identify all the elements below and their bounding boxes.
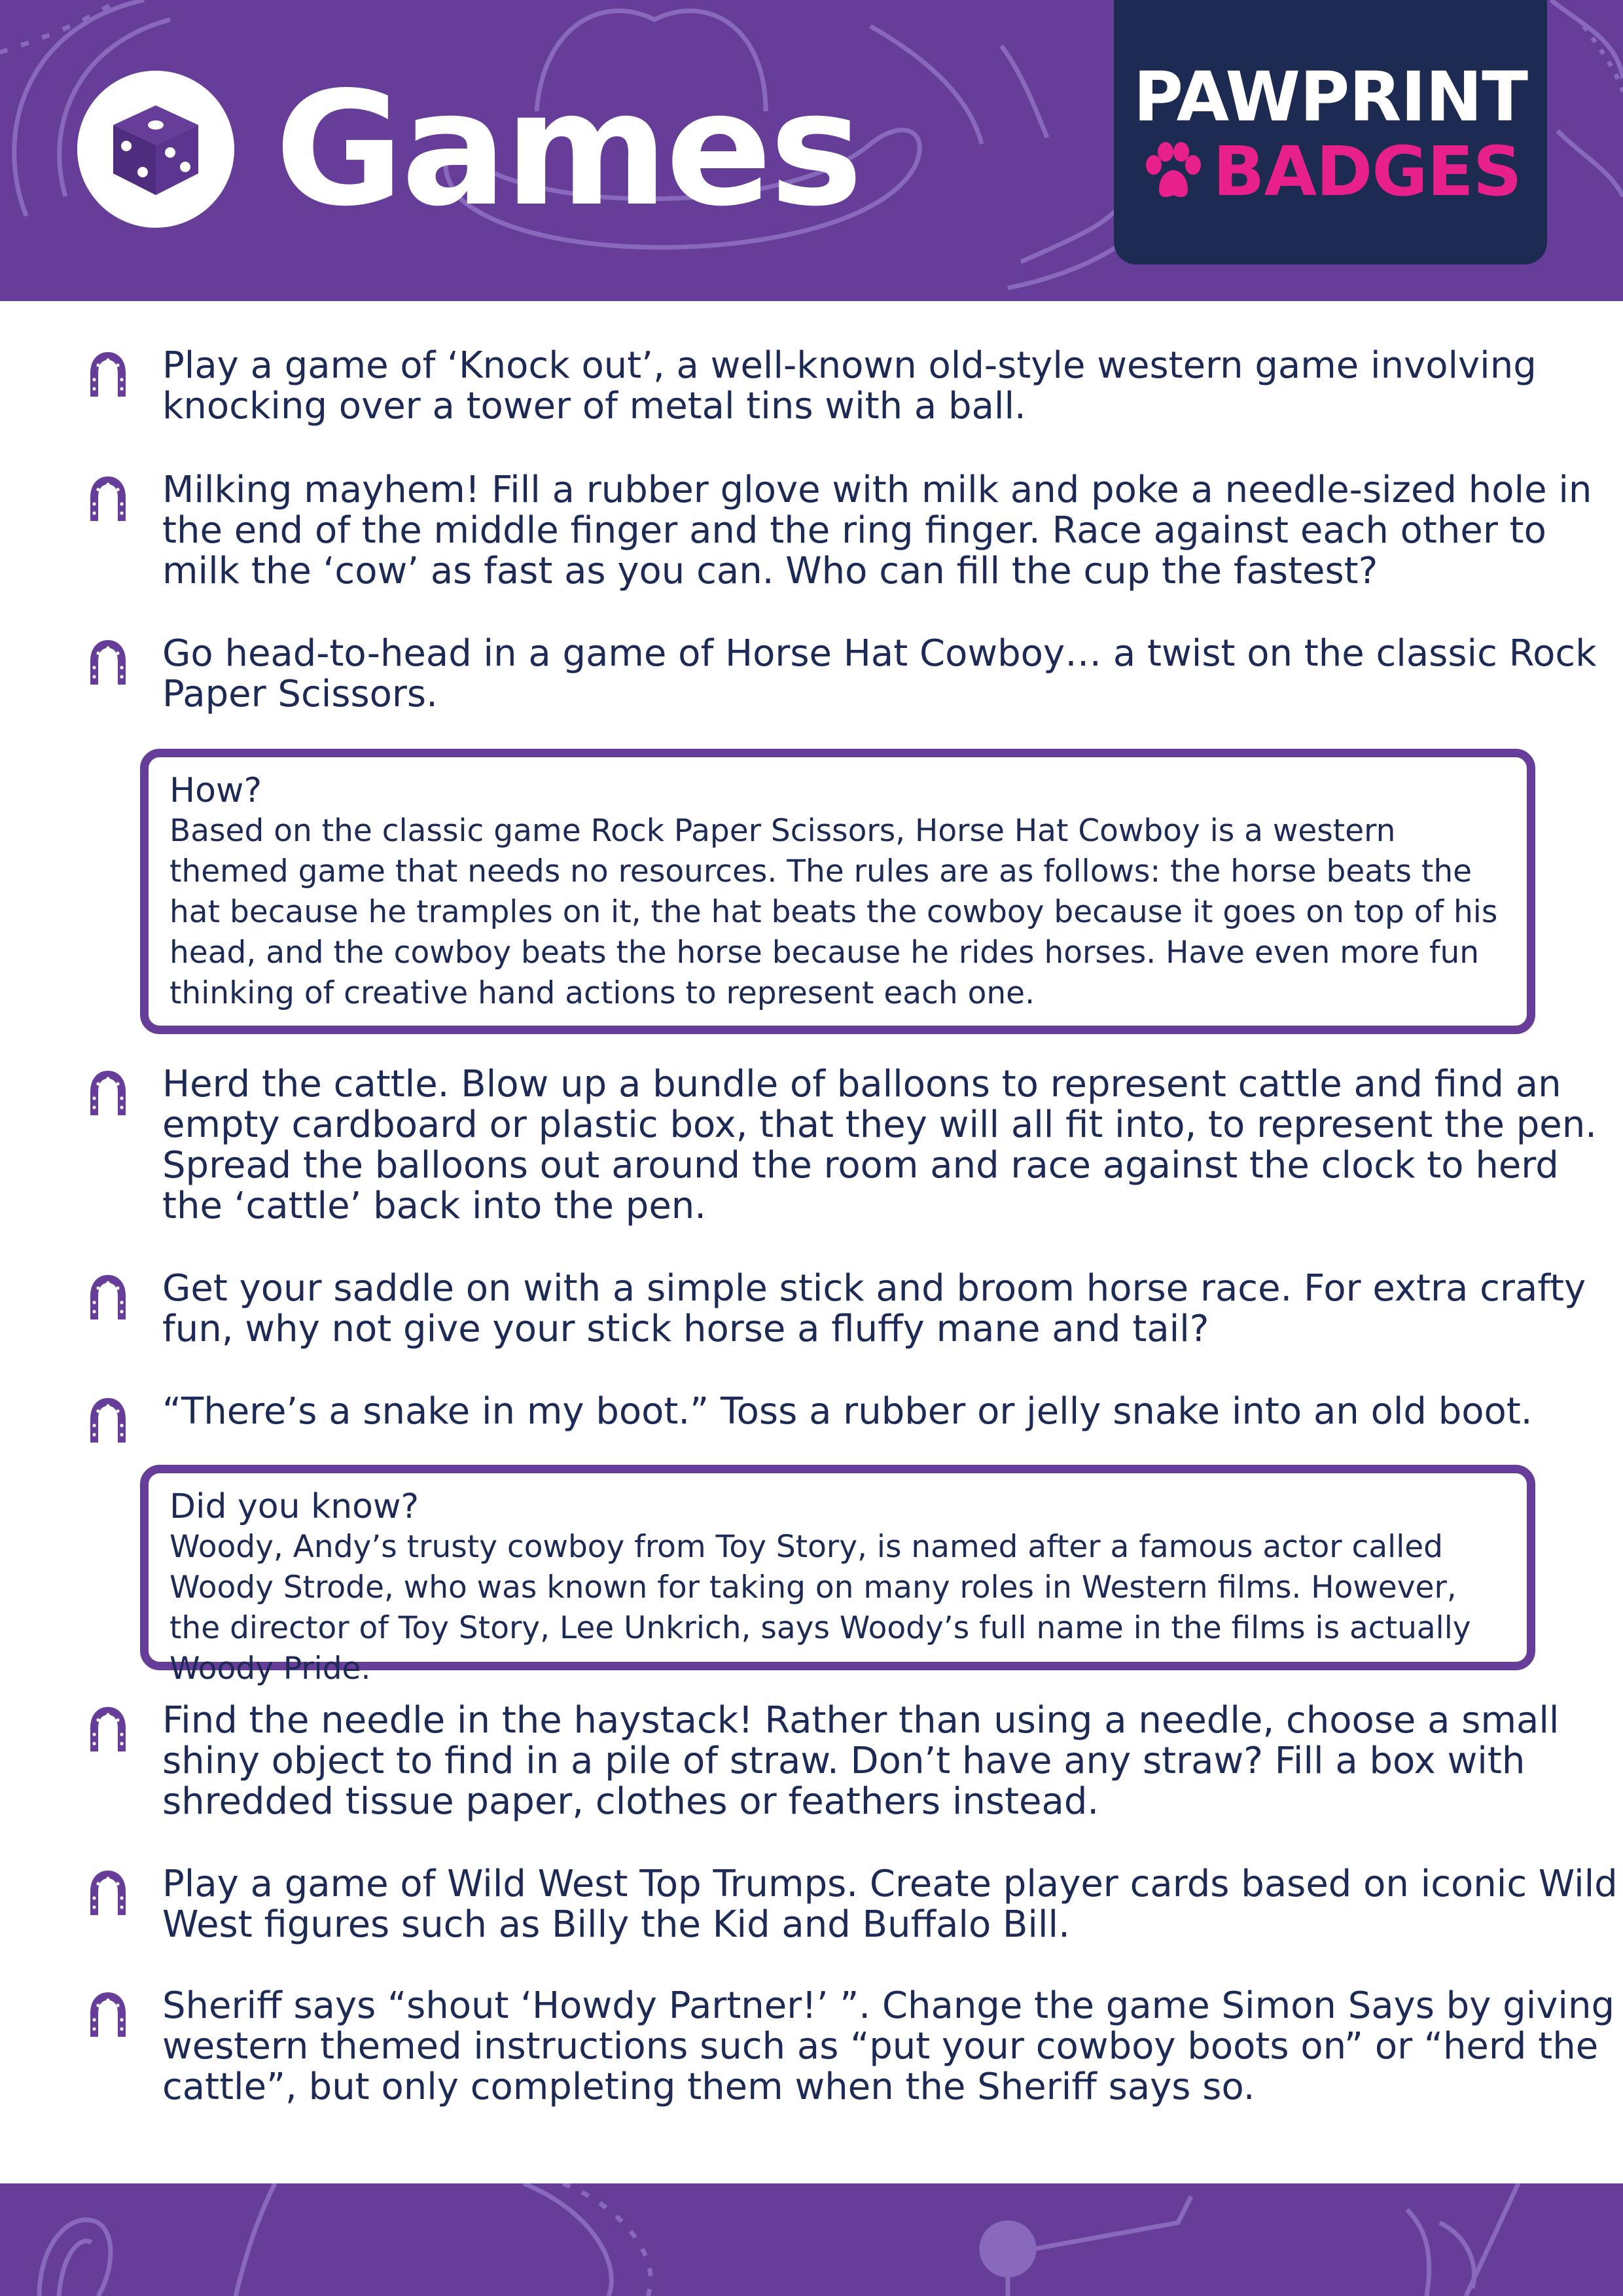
horseshoe-icon bbox=[85, 475, 131, 525]
brand-name-line1: PAWPRINT bbox=[1133, 57, 1528, 137]
list-item-text: Sheriff says “shout ‘Howdy Partner!’ ”. Change the game Simon Says by giving western themed instructions such as “put your cowboy boots on” or “herd the cattle”, but only completing them when the Sheriff says so. bbox=[162, 1984, 1614, 2108]
info-box-title: Did you know? bbox=[169, 1487, 419, 1526]
brand-logo bbox=[1114, 0, 1547, 264]
footer-background-pattern bbox=[0, 2183, 1623, 2296]
horseshoe-icon bbox=[85, 1991, 131, 2041]
brand-name-line2: BADGES bbox=[1213, 132, 1522, 211]
horseshoe-icon bbox=[85, 639, 131, 689]
list-item-text: Milking mayhem! Fill a rubber glove with milk and poke a needle-sized hole in the end of the middle finger and the ring finger. Race against each other to milk the ‘cow’ as fast as you can. Who can fill the cup the fastest? bbox=[162, 469, 1592, 592]
page-header bbox=[0, 0, 1623, 301]
page-title: Games bbox=[275, 58, 861, 241]
paw-icon bbox=[1139, 139, 1205, 204]
list-item-text: Herd the cattle. Blow up a bundle of balloons to represent cattle and find an empty cardboard or plastic box, that they will all fit into, to represent the pen. Spread the balloons out around the room and race against the clock to herd the ‘cattle’ back into the pen. bbox=[162, 1063, 1597, 1227]
info-box-title: How? bbox=[169, 771, 262, 810]
info-box-body: Based on the classic game Rock Paper Scissors, Horse Hat Cowboy is a western themed game that needs no resources. The rules are as follows: the horse beats the hat because he tramples on it, the hat beats the cowboy because it goes on top of his head, and the cowboy beats the horse because he rides horses. Have even more fun thinking of creative hand actions to represent each one. bbox=[169, 813, 1498, 1011]
list-item-text: “There’s a snake in my boot.” Toss a rubber or jelly snake into an old boot. bbox=[162, 1390, 1533, 1433]
list-item-text: Go head-to-head in a game of Horse Hat Cowboy… a twist on the classic Rock Paper Scissors. bbox=[162, 632, 1597, 715]
horseshoe-icon bbox=[85, 1869, 131, 1919]
page-footer bbox=[0, 2183, 1623, 2296]
list-item-text: Find the needle in the haystack! Rather than using a needle, choose a small shiny object to find in a pile of straw. Don’t have any straw? Fill a box with shredded tissue paper, clothes or feathers instead. bbox=[162, 1699, 1560, 1823]
dice-icon-badge bbox=[77, 71, 234, 228]
horseshoe-icon bbox=[85, 1397, 131, 1446]
info-box-did-you-know bbox=[140, 1465, 1535, 1687]
brand-name-line2-group bbox=[1139, 132, 1522, 211]
dice-icon bbox=[107, 100, 205, 198]
horseshoe-icon bbox=[85, 1706, 131, 1755]
list-item-text: Play a game of Wild West Top Trumps. Create player cards based on iconic Wild West figures such as Billy the Kid and Buffalo Bill. bbox=[162, 1863, 1618, 1946]
info-box-how bbox=[140, 749, 1535, 1034]
info-box-body: Woody, Andy’s trusty cowboy from Toy Story, is named after a famous actor called Woody Strode, who was known for taking on many roles in Western films. However, the director of Toy Story, Lee Unkrich, says Woody’s full name in the films is actually Woody Pride. bbox=[169, 1529, 1471, 1687]
horseshoe-icon bbox=[85, 1069, 131, 1119]
list-item-text: Get your saddle on with a simple stick and broom horse race. For extra crafty fun, why not give your stick horse a fluffy mane and tail? bbox=[162, 1267, 1586, 1350]
list-item-text: Play a game of ‘Knock out’, a well-known old-style western game involving knocking over a tower of metal tins with a ball. bbox=[162, 344, 1537, 427]
horseshoe-icon bbox=[85, 351, 131, 401]
title-group bbox=[77, 58, 861, 241]
horseshoe-icon bbox=[85, 1274, 131, 1323]
